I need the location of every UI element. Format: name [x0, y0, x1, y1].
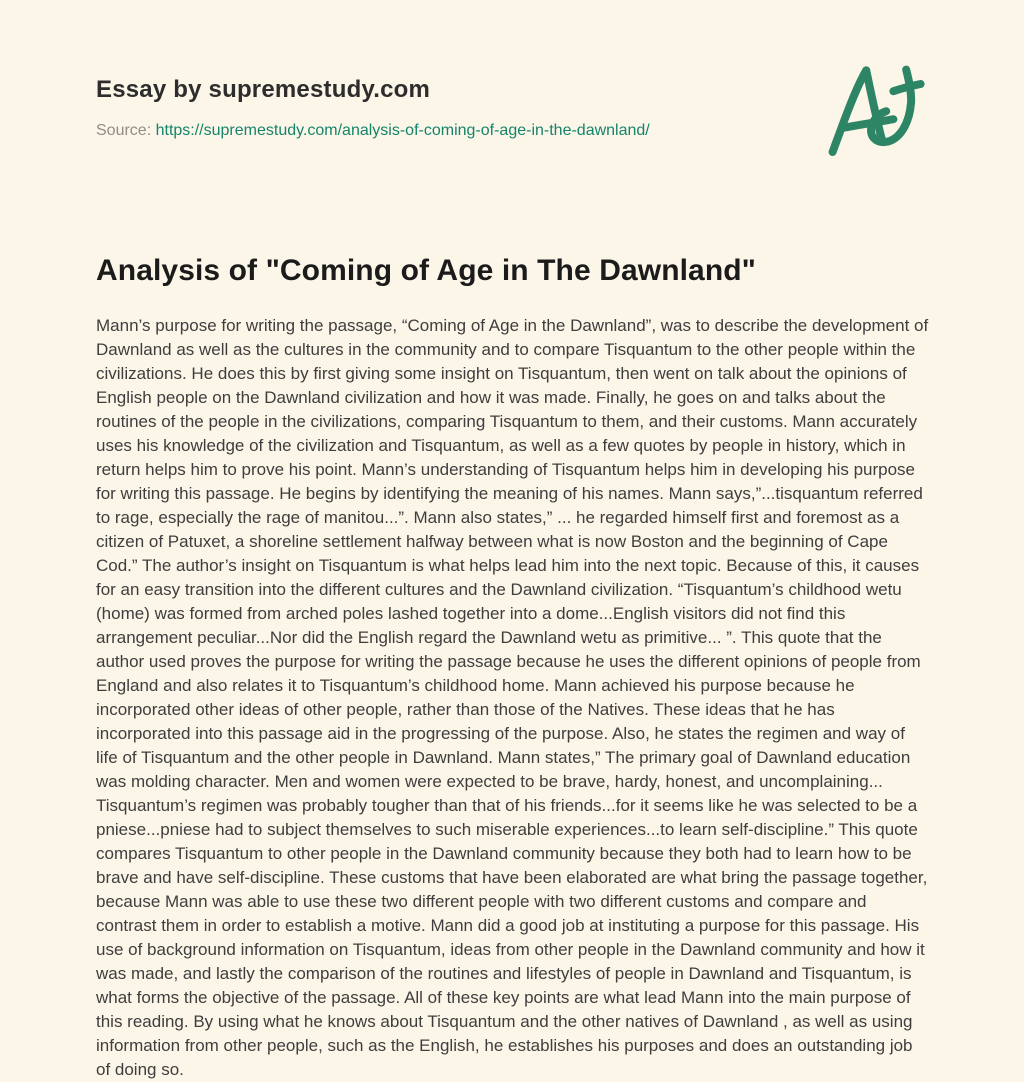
article-title: Analysis of "Coming of Age in The Dawnland" [96, 254, 757, 287]
article-body-paragraph: Mann’s purpose for writing the passage, “Coming of Age in the Dawnland”, was to describe the development of Dawnland as well as the cultures in the community and to compare Tisquantum to the other people within the civilizations. He does this by first giving some insight on Tisquantum, then went on talk about the opinions of English people on the Dawnland civilization and how it was made. Finally, he goes on and talks about the routines of the people in the civilizations, comparing Tisquantum to them, and their customs. Mann accurately uses his knowledge of the civilization and Tisquantum, as well as a few quotes by people in history, which in return helps him to prove his point. Mann’s understanding of Tisquantum helps him in developing his purpose for writing this passage. He begins by identifying the meaning of his names. Mann says,”...tisquantum referred to rage, especially the rage of manitou...”. Mann also states,” ... he regarded himself first and foremost as a citizen of Patuxet, a shoreline settlement halfway between what is now Boston and the beginning of Cape Cod.” The author’s insight on Tisquantum is what helps lead him into the next topic. Because of this, it causes for an easy transition into the different cultures and the Dawnland civilization. “Tisquantum’s childhood wetu (home) was formed from arched poles lashed together into a dome...English visitors did not find this arrangement peculiar...Nor did the English regard the Dawnland wetu as primitive... ”. This quote that the author used proves the purpose for writing the passage because he uses the different opinions of people from England and also relates it to Tisquantum’s childhood home. Mann achieved his purpose because he incorporated other ideas of other people, rather than those of the Natives. These ideas that he has incorporated into this passage aid in the progressing of the purpose. Also, he states the regimen and way of life of Tisquantum and the other people in Dawnland. Mann states,” The primary goal of Dawnland education was molding character. Men and women were expected to be brave, hardy, honest, and uncomplaining... Tisquantum’s regimen was probably tougher than that of his friends...for it seems like he was selected to be a pniese...pniese had to subject themselves to such miserable experiences...to learn self-discipline.” This quote compares Tisquantum to other people in the Dawnland community because they both had to learn how to be brave and have self-discipline. These customs that have been elaborated are what bring the passage together, because Mann was able to use these two different people with two different customs and compare and contrast them in order to establish a motive. Mann did a good job at instituting a purpose for this passage. His use of background information on Tisquantum, ideas from other people in the Dawnland community and how it was made, and lastly the comparison of the routines and lifestyles of people in Dawnland and Tisquantum, is what forms the objective of the passage. All of these key points are what lead Mann into the main purpose of this reading. By using what he knows about Tisquantum and the other natives of Dawnland , as well as using information from other people, such as the English, he establishes his purposes and does an outstanding job of doing so. [96, 316, 929, 1079]
source-line [96, 122, 650, 140]
page-title: Essay by supremestudy.com [96, 76, 431, 103]
source-label: Source: [96, 122, 152, 139]
source-link[interactable]: https://supremestudy.com/analysis-of-coming-of-age-in-the-dawnland/ [155, 122, 650, 139]
a-plus-logo-icon [823, 62, 927, 162]
